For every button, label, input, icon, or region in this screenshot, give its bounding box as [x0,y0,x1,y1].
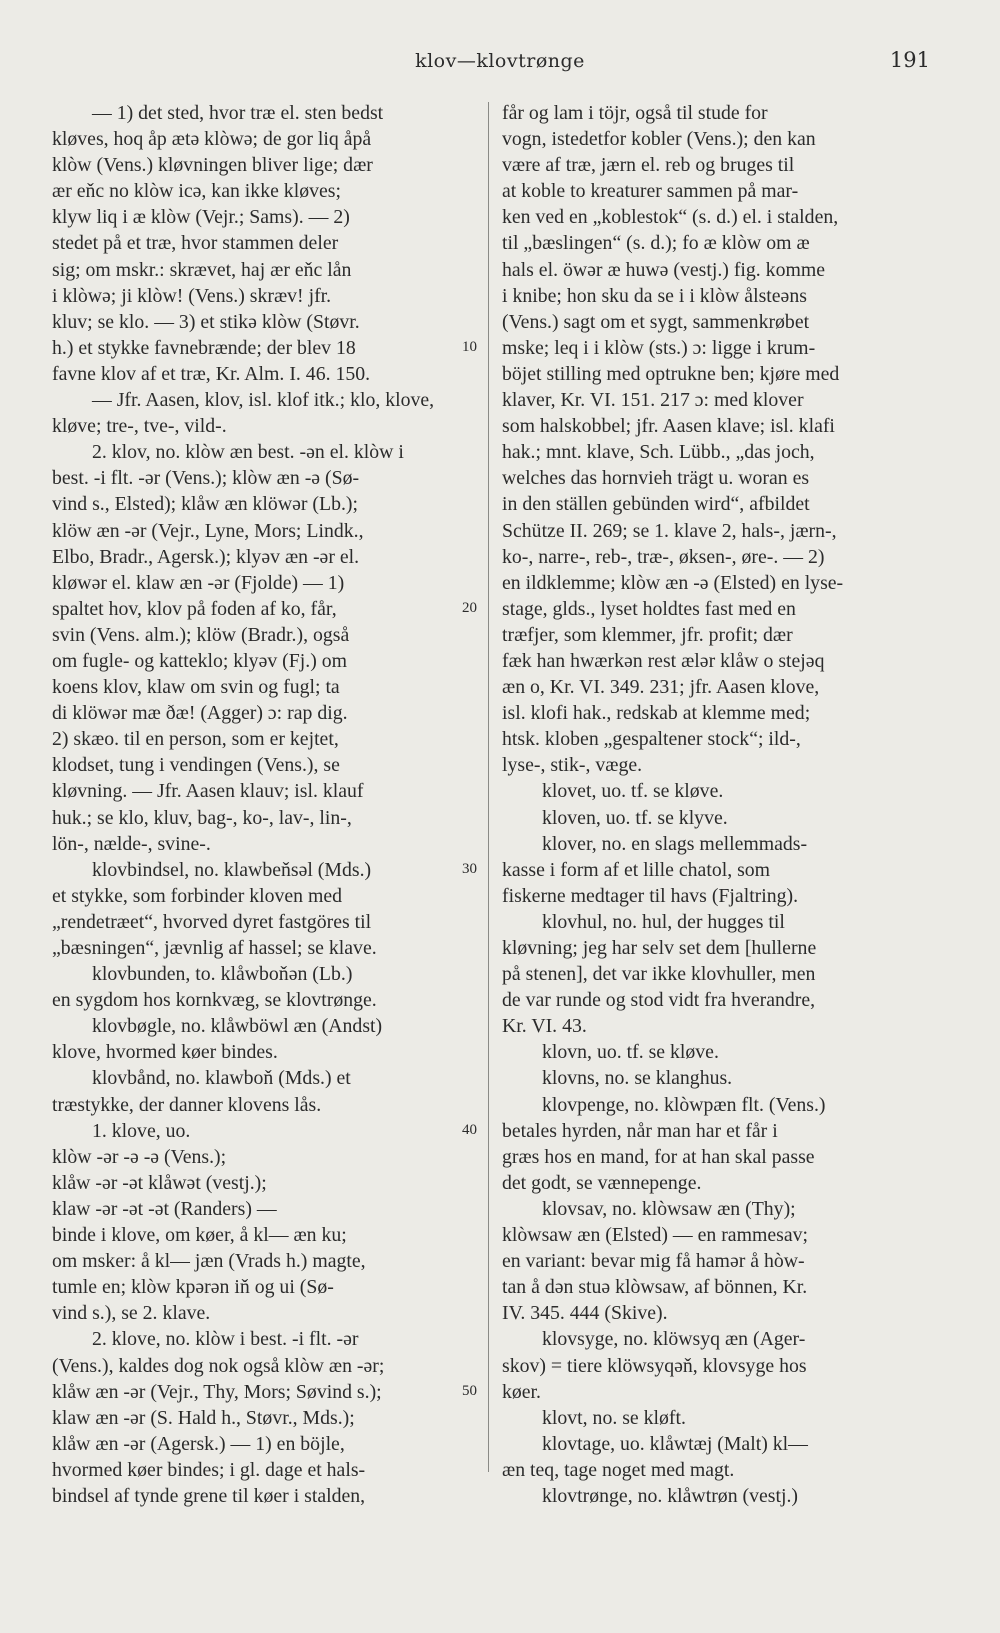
margin-line-number: 40 [462,1121,477,1138]
text-line: lyse-, stik-, væge. [502,754,643,777]
text-line: klovet, uo. tf. se kløve. [542,780,724,803]
text-line: ko-, narre-, reb-, træ-, øksen-, øre-. — 2) [502,545,825,568]
text-line: vind s., Elsted); klåw æn klöwər (Lb.); [52,493,359,516]
text-line: spaltet hov, klov på foden af ko, får, [52,597,337,620]
text-line: huk.; se klo, kluv, bag-, ko-, lav-, lin-, [52,806,352,829]
text-line: i knibe; hon sku da se i i klòw ålsteəns [502,284,807,307]
text-line: klovhul, no. hul, der hugges til [542,910,785,933]
page-number: 191 [889,48,930,72]
text-line: kløves, hoq åp ætə klòwə; de gor liq åpå [52,128,372,151]
text-line: om fugle- og katteklo; klyəv (Fj.) om [52,649,348,672]
text-line: klovbånd, no. klawboň (Mds.) et [92,1067,351,1090]
text-line: klåw æn -ər (Agersk.) — 1) en böjle, [52,1432,345,1455]
margin-line-number: 10 [462,338,477,355]
text-line: kloven, uo. tf. se klyve. [542,806,728,829]
text-line: får og lam i töjr, også til stude for [502,102,768,124]
text-line: stage, glds., lyset holdtes fast med en [502,597,796,620]
text-line: de var runde og stod vidt fra hverandre, [502,989,816,1012]
text-line: welches das hornvieh trägt u. woran es [502,467,810,490]
text-line: klovsav, no. klòwsaw æn (Thy); [542,1197,796,1220]
text-line: — 1) det sted, hvor træ el. sten bedst [92,102,384,124]
text-line: mske; leq i i klòw (sts.) ɔ: ligge i krum- [502,336,816,359]
text-line: fiskerne medtager til havs (Fjaltring). [502,884,799,907]
text-line: som halskobbel; jfr. Aasen klave; isl. klafi [502,415,835,438]
text-line: græs hos en mand, for at han skal passe [502,1145,815,1168]
text-line: kasse i form af et lille chatol, som [502,858,771,881]
text-line: køer. [502,1380,542,1403]
text-line: klovbunden, to. klåwboňən (Lb.) [92,963,353,986]
text-line: klovtage, uo. klåwtæj (Malt) kl— [542,1432,808,1455]
text-line: klaw æn -ər (S. Hald h., Støvr., Mds.); [52,1406,355,1429]
text-line: Schütze II. 269; se 1. klave 2, hals-, jærn-, [502,519,837,542]
left-column [52,100,482,1509]
margin-line-number: 30 [462,860,477,877]
text-line: klovbindsel, no. klawbeňsəl (Mds.) [92,858,372,881]
text-line: 1. klove, uo. [92,1119,191,1142]
text-line: (Vens.), kaldes dog nok også klòw æn -ər; [52,1354,385,1377]
text-line: klöw æn -ər (Vejr., Lyne, Mors; Lindk., [52,519,364,542]
text-line: klover, no. en slags mellemmads- [542,832,808,855]
text-line: kluv; se klo. — 3) et stikə klòw (Støvr. [52,310,360,333]
text-line: böjet stilling med optrukne ben; kjøre med [502,362,840,385]
text-line: h.) et stykke favnebrænde; der blev 18 [52,336,356,359]
text-line: træstykke, der danner klovens lås. [52,1093,322,1116]
text-line: „bæsningen“, jævnlig af hassel; se klave. [52,937,377,959]
text-line: klaver, Kr. VI. 151. 217 ɔ: med klover [502,389,804,412]
text-line: klovsyge, no. klöwsyq æn (Ager- [542,1328,806,1351]
text-line: æn o, Kr. VI. 349. 231; jfr. Aasen klove, [502,676,820,699]
text-line: klovtrønge, no. klåwtrøn (vestj.) [542,1484,799,1507]
text-line: æn teq, tage noget med magt. [502,1458,735,1481]
text-line: — Jfr. Aasen, klov, isl. klof itk.; klo, klove, [92,389,435,412]
text-line: Elbo, Bradr., Agersk.); klyəv æn -ər el. [52,545,360,568]
text-line: et stykke, som forbinder kloven med [52,884,343,907]
text-line: klovbøgle, no. klåwböwl æn (Andst) [92,1015,383,1038]
text-line: „rendetræet“, hvorved dyret fastgöres til [52,910,372,933]
text-line: klove, hvormed køer bindes. [52,1041,278,1064]
text-line: en variant: bevar mig få hamər å hòw- [502,1250,805,1273]
text-line: klodset, tung i vendingen (Vens.), se [52,754,340,777]
text-line: kløvning. — Jfr. Aasen klauv; isl. klauf [52,780,364,803]
text-line: vind s.), se 2. klave. [52,1302,211,1325]
text-line: ken ved en „koblestok“ (s. d.) el. i stalden, [502,206,839,229]
text-line: htsk. kloben „gespaltener stock“; ild-, [502,728,801,751]
text-line: om msker: å kl— jæn (Vrads h.) magte, [52,1250,366,1273]
text-line: 2. klove, no. klòw i best. -i flt. -ər [92,1328,359,1351]
text-line: sig; om mskr.: skrævet, haj ær eňc lån [52,258,352,281]
text-line: klòw (Vens.) kløvningen bliver lige; dær [52,154,373,177]
text-line: kløwər el. klaw æn -ər (Fjolde) — 1) [52,571,345,594]
text-line: hak.; mnt. klave, Sch. Lübb., „das joch, [502,441,815,464]
text-line: IV. 345. 444 (Skive). [502,1302,668,1325]
text-line: ær eňc no klòw icə, kan ikke kløves; [52,180,341,203]
text-line: stedet på et træ, hvor stammen deler [52,232,339,255]
margin-line-number: 20 [462,599,477,616]
margin-line-number: 50 [462,1382,477,1399]
text-line: til „bæslingen“ (s. d.); fo æ klòw om æ [502,232,810,255]
text-line: vogn, istedetfor kobler (Vens.); den kan [502,128,816,151]
text-line: betales hyrden, når man har et får i [502,1119,778,1142]
text-line: klovns, no. se klanghus. [542,1067,733,1090]
text-line: 2) skæo. til en person, som er kejtet, [52,728,339,751]
text-line: det godt, se vænnepenge. [502,1171,702,1194]
text-line: klovn, uo. tf. se kløve. [542,1041,719,1064]
text-line: binde i klove, om køer, å kl— æn ku; [52,1224,347,1247]
text-line: træfjer, som klemmer, jfr. profit; dær [502,623,793,646]
text-line: isl. klofi hak., redskab at klemme med; [502,702,811,725]
text-line: tan å dən stuə klòwsaw, af bönnen, Kr. [502,1276,808,1299]
text-line: (Vens.) sagt om et sygt, sammenkrøbet [502,310,810,333]
text-line: hvormed køer bindes; i gl. dage et hals- [52,1458,366,1481]
text-line: klovpenge, no. klòwpæn flt. (Vens.) [542,1093,826,1116]
text-line: di klöwər mæ ðæ! (Agger) ɔ: rap dig. [52,702,348,725]
text-line: klåw æn -ər (Vejr., Thy, Mors; Søvind s.); [52,1380,382,1403]
text-line: klòwsaw æn (Elsted) — en rammesav; [502,1224,808,1247]
text-line: kløve; tre-, tve-, vild-. [52,415,227,438]
text-line: en sygdom hos kornkvæg, se klovtrønge. [52,989,377,1012]
text-line: best. -i flt. -ər (Vens.); klòw æn -ə (Sø- [52,467,360,490]
text-line: klyw liq i æ klòw (Vejr.; Sams). — 2) [52,206,350,229]
text-line: på stenen], det var ikke klovhuller, men [502,963,816,986]
text-line: skov) = tiere klöwsyqəň, klovsyge hos [502,1354,807,1377]
text-line: i klòwə; ji klòw! (Vens.) skræv! jfr. [52,284,332,307]
text-line: Kr. VI. 43. [502,1015,587,1038]
right-column [502,100,930,1509]
text-line: svin (Vens. alm.); klöw (Bradr.), også [52,623,350,646]
text-line: klòw -ər -ə -ə (Vens.); [52,1145,227,1168]
text-line: favne klov af et træ, Kr. Alm. I. 46. 150. [52,362,371,385]
text-line: 2. klov, no. klòw æn best. -ən el. klòw i [92,441,404,464]
running-head: klov—klovtrønge [415,50,585,72]
text-line: kløvning; jeg har selv set dem [hullerne [502,937,817,959]
text-line: koens klov, klaw om svin og fugl; ta [52,676,340,699]
text-line: klåw -ər -ət klåwət (vestj.); [52,1171,267,1194]
text-line: hals el. öwər æ huwə (vestj.) fig. komme [502,258,826,281]
text-line: in den ställen gebünden wird“, afbildet [502,493,810,516]
text-line: at koble to kreaturer sammen på mar- [502,180,799,203]
text-line: fæk han hwærkən rest ælər klåw o stejəq [502,649,825,672]
text-line: bindsel af tynde grene til køer i stalden, [52,1484,366,1507]
text-line: lön-, nælde-, svine-. [52,832,211,855]
text-line: tumle en; klòw kpərən iň og ui (Sø- [52,1276,334,1299]
text-line: være af træ, jærn el. reb og bruges til [502,154,795,177]
column-divider [488,102,489,1472]
text-line: klaw -ər -ət -ət (Randers) — [52,1197,277,1220]
text-line: en ildklemme; klòw æn -ə (Elsted) en lyse- [502,571,844,594]
text-line: klovt, no. se kløft. [542,1406,686,1429]
